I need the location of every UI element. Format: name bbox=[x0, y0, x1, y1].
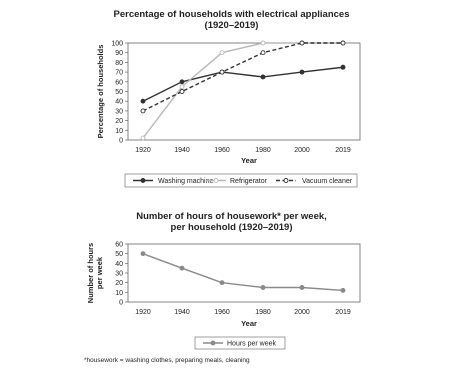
chart1-y-tick-label: 50 bbox=[115, 89, 123, 96]
footnote: *housework = washing clothes, preparing meals, cleaning bbox=[84, 357, 250, 364]
chart2-y-tick-label: 60 bbox=[115, 241, 123, 249]
chart2-data-point bbox=[300, 286, 304, 290]
chart1-title: Percentage of households with electrical appliances bbox=[113, 9, 350, 20]
chart1-series-line bbox=[143, 43, 343, 138]
chart1-data-point bbox=[261, 51, 265, 55]
chart2-title: Number of hours of housework* per week, bbox=[136, 211, 327, 222]
chart2-y-axis-label: per week bbox=[95, 256, 104, 290]
chart2-x-axis-label: Year bbox=[241, 319, 257, 328]
chart1-data-point bbox=[261, 41, 265, 45]
chart2-data-point bbox=[261, 286, 265, 290]
chart1-y-tick-label: 60 bbox=[115, 79, 123, 87]
chart1-data-point bbox=[141, 99, 145, 103]
chart2-x-tick-label: 2000 bbox=[294, 309, 310, 316]
chart1-y-tick-label: 20 bbox=[115, 118, 123, 126]
chart1-x-tick-label: 2019 bbox=[335, 147, 351, 154]
chart2-x-tick-label: 1980 bbox=[255, 309, 271, 316]
chart1-y-tick-label: 70 bbox=[115, 69, 123, 77]
chart1-series-line bbox=[143, 43, 343, 111]
chart2-y-tick-label: 30 bbox=[115, 270, 123, 278]
chart1-y-tick-label: 100 bbox=[111, 40, 123, 48]
chart2-data-point bbox=[180, 266, 184, 270]
chart1-x-tick-label: 2000 bbox=[294, 147, 310, 154]
chart1-legend-label: Washing machine bbox=[158, 178, 214, 185]
chart1-subtitle: (1920–2019) bbox=[204, 20, 259, 31]
chart1-data-point bbox=[141, 109, 145, 113]
chart2-y-tick-label: 40 bbox=[115, 260, 123, 268]
chart1-x-tick-label: 1940 bbox=[174, 147, 190, 154]
chart1-y-tick-label: 80 bbox=[115, 59, 123, 67]
chart1-data-point bbox=[341, 41, 345, 45]
chart1-legend-marker bbox=[284, 179, 288, 183]
chart2-y-axis-label: Number of hours bbox=[86, 242, 95, 304]
chart2-y-tick-label: 10 bbox=[115, 289, 123, 297]
chart2-legend-label: Hours per week bbox=[227, 340, 277, 348]
chart2-y-tick-label: 20 bbox=[115, 280, 123, 288]
chart1-y-axis-label: Percentage of households bbox=[96, 44, 105, 139]
chart1-x-axis-label: Year bbox=[241, 156, 257, 165]
chart2-x-tick-label: 1920 bbox=[135, 309, 151, 316]
chart1-data-point bbox=[141, 136, 145, 140]
chart1-legend-label: Refrigerator bbox=[230, 178, 267, 185]
chart2-data-point bbox=[141, 252, 145, 256]
chart1-y-tick-label: 90 bbox=[115, 50, 123, 58]
chart2-y-tick-label: 50 bbox=[115, 251, 123, 259]
chart1-legend-label: Vacuum cleaner bbox=[302, 178, 353, 185]
chart2-series-line bbox=[143, 254, 343, 291]
chart1-data-point bbox=[180, 80, 184, 84]
chart2-data-point bbox=[341, 288, 345, 292]
chart2-legend-marker bbox=[211, 341, 215, 345]
chart1-x-tick-label: 1920 bbox=[135, 147, 151, 154]
chart2-plot-frame bbox=[128, 244, 360, 302]
chart1-data-point bbox=[220, 70, 224, 74]
chart1-data-point bbox=[261, 75, 265, 79]
chart1-y-tick-label: 40 bbox=[115, 98, 123, 106]
chart1-data-point bbox=[220, 51, 224, 55]
chart1-data-point bbox=[180, 85, 184, 89]
chart1-legend-marker bbox=[214, 179, 218, 183]
chart1-y-tick-label: 10 bbox=[115, 127, 123, 135]
chart1-legend-marker bbox=[141, 179, 145, 183]
chart2-x-tick-label: 2019 bbox=[335, 309, 351, 316]
chart1-data-point bbox=[341, 65, 345, 69]
chart1-data-point bbox=[180, 90, 184, 94]
chart2-x-tick-label: 1940 bbox=[174, 309, 190, 316]
chart1-x-tick-label: 1960 bbox=[214, 147, 230, 154]
chart2-subtitle: per household (1920–2019) bbox=[170, 222, 293, 233]
chart2-x-tick-label: 1960 bbox=[214, 309, 230, 316]
chart1-x-tick-label: 1980 bbox=[255, 147, 271, 154]
chart2-data-point bbox=[220, 281, 224, 285]
chart1-data-point bbox=[300, 41, 304, 45]
chart1-y-tick-label: 0 bbox=[119, 137, 123, 145]
chart2-y-tick-label: 0 bbox=[119, 299, 123, 307]
chart1-data-point bbox=[300, 70, 304, 74]
chart1-y-tick-label: 30 bbox=[115, 108, 123, 116]
